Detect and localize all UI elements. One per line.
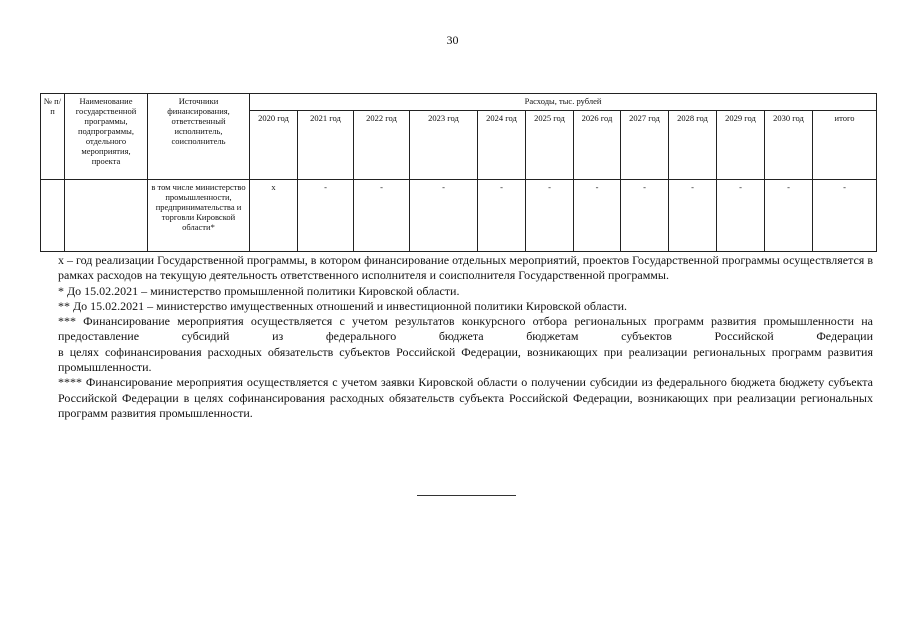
row-value: -	[478, 180, 526, 252]
col-header-year: 2028 год	[669, 111, 717, 180]
col-header-sources: Источники финансирования, ответственный исполнитель, соисполнитель	[148, 94, 250, 180]
row-value-total: -	[813, 180, 877, 252]
row-value: -	[354, 180, 410, 252]
row-value: -	[669, 180, 717, 252]
row-source: в том числе министерство промышленности, предпринимательства и торговли Кировской области*	[148, 180, 250, 252]
col-header-year: 2022 год	[354, 111, 410, 180]
col-header-year: 2030 год	[765, 111, 813, 180]
col-header-total: итого	[813, 111, 877, 180]
row-num	[41, 180, 65, 252]
footnote-3: *** Финансирование мероприятия осуществляется с учетом результатов конкурсного отбора региональных программ развития промышленности на предоставление субсидий из федерального бюджета бюджетам субъектов Российской Федерации	[58, 314, 873, 344]
separator-line	[417, 495, 516, 496]
footnote-3-continued: в целях софинансирования расходных обязательств субъектов Российской Федерации, возникающих при реализации региональных программ развития промышленности.	[58, 344, 873, 375]
footnote-2: ** До 15.02.2021 – министерство имущественных отношений и инвестиционной политики Кировской области.	[58, 298, 627, 313]
col-header-year: 2023 год	[410, 111, 478, 180]
row-value: х	[250, 180, 298, 252]
row-value: -	[526, 180, 574, 252]
footnotes	[58, 253, 873, 421]
col-header-year: 2021 год	[298, 111, 354, 180]
footnote-x: х – год реализации Государственной программы, в котором финансирование отдельных мероприятий, проектов Государственной программы осуществляется в рамках расходов на текущую деятельность ответственного исполнителя и соисполнителя Государственной программы.	[58, 253, 873, 283]
col-header-year: 2025 год	[526, 111, 574, 180]
col-header-year: 2029 год	[717, 111, 765, 180]
footnote-1: * До 15.02.2021 – министерство промышленной политики Кировской области.	[58, 283, 460, 298]
budget-table	[40, 93, 877, 252]
footnote-4: **** Финансирование мероприятия осуществляется с учетом заявки Кировской области о получении субсидии из федерального бюджета бюджету субъекта Российской Федерации в целях софинансирования расходных обязательств субъекта Российской Федерации, возникающих при реализации региональных программ развития промышленности.	[58, 375, 873, 420]
col-header-expenses: Расходы, тыс. рублей	[250, 94, 877, 111]
header-row	[41, 94, 877, 111]
row-value: -	[717, 180, 765, 252]
table-row	[41, 180, 877, 252]
row-value: -	[574, 180, 621, 252]
row-value: -	[621, 180, 669, 252]
row-value: -	[765, 180, 813, 252]
col-header-num: № п/п	[41, 94, 65, 180]
row-name	[65, 180, 148, 252]
col-header-year: 2027 год	[621, 111, 669, 180]
row-value: -	[410, 180, 478, 252]
row-value: -	[298, 180, 354, 252]
col-header-year: 2020 год	[250, 111, 298, 180]
col-header-year: 2026 год	[574, 111, 621, 180]
col-header-name: Наименование государственной программы, подпрограммы, отдельного мероприятия, проекта	[65, 94, 148, 180]
col-header-year: 2024 год	[478, 111, 526, 180]
page-number: 30	[446, 33, 459, 47]
